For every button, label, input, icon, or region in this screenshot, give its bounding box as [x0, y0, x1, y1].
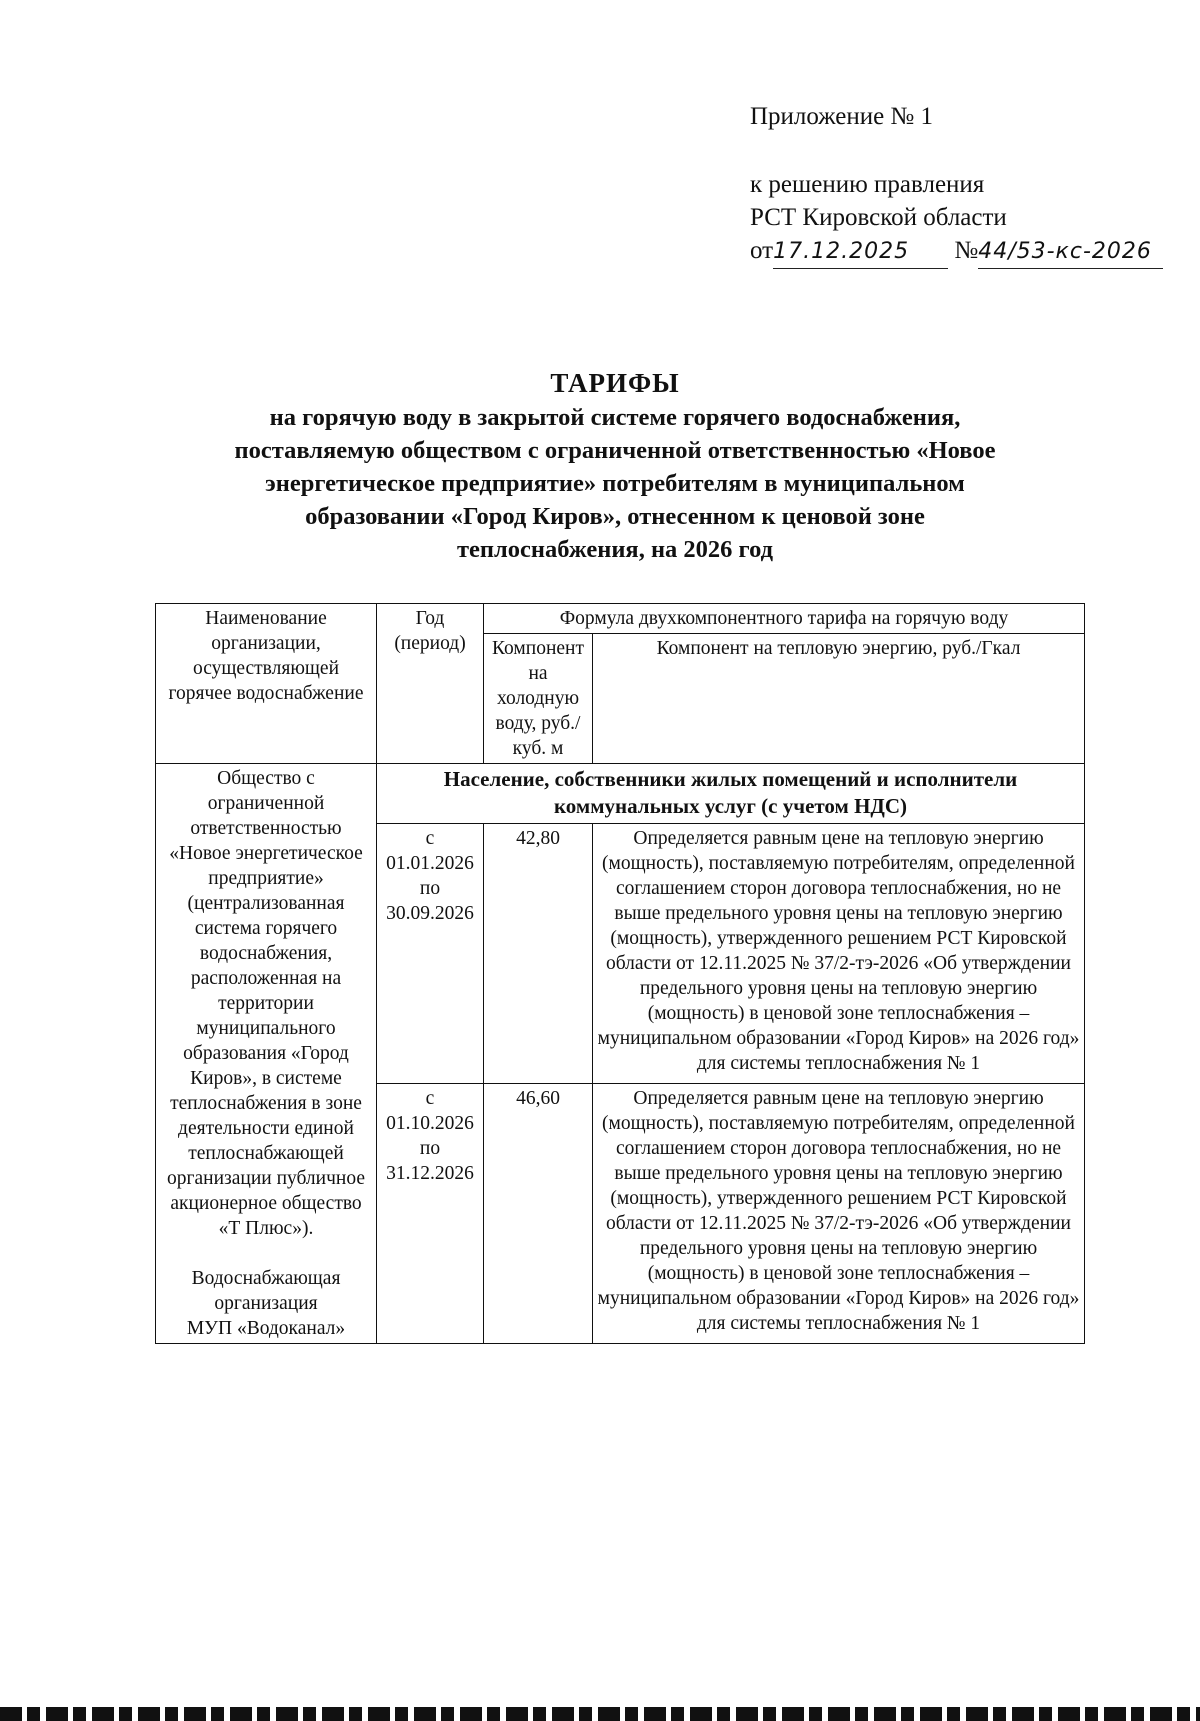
- handwritten-date: 17.12.2025: [773, 239, 910, 264]
- period-cell: с 01.10.2026 по 31.12.2026: [377, 1084, 484, 1344]
- appendix-block: [750, 100, 1163, 269]
- header-org: Наименование организации, осуществляющей горячее водоснабжение: [156, 604, 377, 764]
- header-row: [156, 604, 1085, 634]
- cold-water-value: 42,80: [484, 824, 593, 1084]
- heat-energy-text: Определяется равным цене на тепловую энергию (мощность), поставляемую потребителям, определенной соглашением сторон договора теплоснабжения, но не выше предельного уровня цены на тепловую энергию (мощность), утвержденного решением РСТ Кировской области от 12.11.2025 № 37/2-тэ-2026 «Об утверждении предельного уровня цены на тепловую энергию (мощность) в ценовой зоне теплоснабжения – муниципальном образовании «Город Киров» на 2026 год» для системы теплоснабжения № 1: [593, 1084, 1085, 1344]
- title-line: поставляемую обществом с ограниченной ответственностью «Новое: [234, 437, 996, 464]
- number-prefix: №: [954, 237, 979, 264]
- title-line: на горячую воду в закрытой системе горячего водоснабжения,: [269, 404, 961, 431]
- document-title: [150, 365, 1080, 566]
- supplier-label: Водоснабжающая организация: [191, 1268, 341, 1314]
- tariff-table: [155, 603, 1085, 1344]
- title-line: образовании «Город Киров», отнесенном к ценовой зоне: [305, 503, 925, 530]
- title-line: теплоснабжения, на 2026 год: [456, 536, 774, 563]
- appendix-line-authority: РСТ Кировской области: [750, 204, 1007, 231]
- header-heat-energy: Компонент на тепловую энергию, руб./Гкал: [593, 634, 1085, 764]
- category-row: [156, 764, 1085, 824]
- header-formula: Формула двухкомпонентного тарифа на горячую воду: [484, 604, 1085, 634]
- handwritten-number: 44/53-кс-2026: [978, 239, 1152, 264]
- appendix-line-decision: к решению правления: [750, 171, 985, 198]
- header-period: Год (период): [377, 604, 484, 764]
- appendix-number: Приложение № 1: [750, 103, 934, 130]
- org-description: Общество с ограниченной ответственностью «Новое энергетическое предприятие» (централизованная система горячего водоснабжения, расположенная на территории муниципального образования «Город Киров», в системе теплоснабжения в зоне деятельности единой теплоснабжающей организации публичное акционерное общество «Т Плюс»).: [167, 768, 365, 1239]
- org-cell: [156, 764, 377, 1344]
- period-cell: с 01.01.2026 по 30.09.2026: [377, 824, 484, 1084]
- title-line: энергетическое предприятие» потребителям в муниципальном: [265, 470, 965, 497]
- title-main: ТАРИФЫ: [550, 368, 680, 398]
- header-cold-water: Компонент на холодную воду, руб./куб. м: [484, 634, 593, 764]
- cold-water-value: 46,60: [484, 1084, 593, 1344]
- heat-energy-text: Определяется равным цене на тепловую энергию (мощность), поставляемую потребителям, определенной соглашением сторон договора теплоснабжения, но не выше предельного уровня цены на тепловую энергию (мощность), утвержденного решением РСТ Кировской области от 12.11.2025 № 37/2-тэ-2026 «Об утверждении предельного уровня цены на тепловую энергию (мощность) в ценовой зоне теплоснабжения – муниципальном образовании «Город Киров» на 2026 год» для системы теплоснабжения № 1: [593, 824, 1085, 1084]
- date-prefix: от: [750, 237, 774, 264]
- appendix-date-number-line: [750, 234, 1163, 269]
- supplier-name: МУП «Водоканал»: [186, 1318, 346, 1339]
- scan-edge-artifact: [0, 1707, 1200, 1721]
- consumer-category: Население, собственники жилых помещений и исполнители коммунальных услуг (с учетом НДС): [377, 764, 1085, 824]
